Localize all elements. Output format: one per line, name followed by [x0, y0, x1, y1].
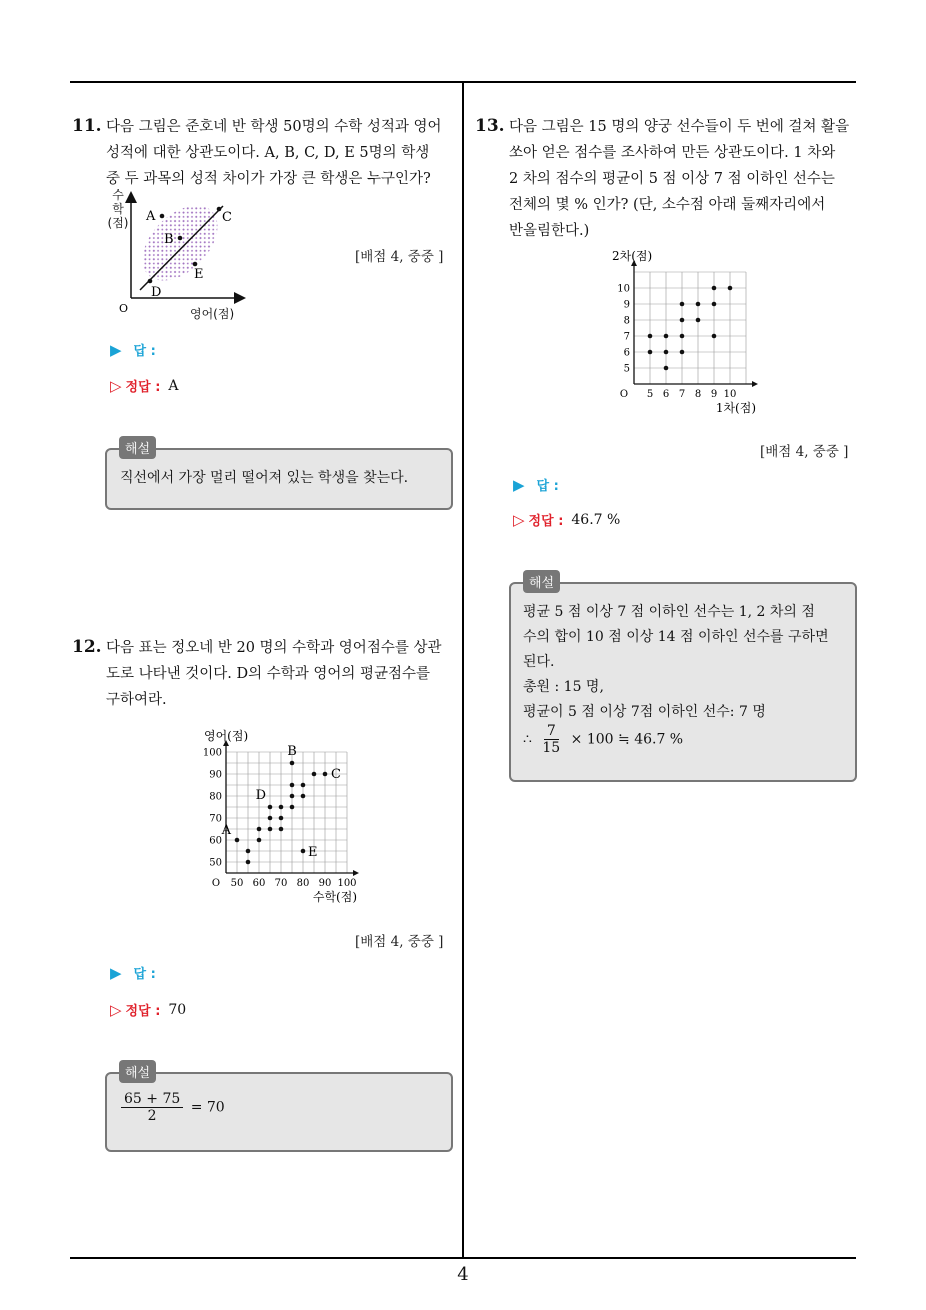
data-point [290, 761, 295, 766]
column-divider [462, 81, 464, 1258]
correct-answer-row [110, 1000, 186, 1019]
question-text: 다음 표는 정오네 반 20 명의 수학과 영어점수를 상관 도로 나타낸 것이다. D의 수학과 영어의 평균점수를 구하여라. [106, 640, 442, 708]
triangle-outline-icon: ▷ [110, 1000, 122, 1019]
y-tick-label: 90 [209, 769, 222, 781]
point-annotation: B [287, 744, 297, 759]
correct-label: 정답 : [125, 1004, 161, 1019]
origin-label: O [211, 878, 221, 889]
x-tick-label: 90 [318, 878, 332, 889]
label-a: A [146, 209, 156, 224]
data-point [290, 783, 295, 788]
data-point [257, 838, 262, 843]
q12-scatter-chart [190, 718, 380, 908]
x-tick-label: 8 [694, 389, 702, 400]
label-b: B [164, 232, 174, 247]
y-tick-label: 6 [623, 347, 630, 359]
y-tick-label: 7 [623, 331, 630, 343]
correct-value: A [168, 377, 179, 394]
data-point [323, 772, 328, 777]
data-point [664, 366, 669, 371]
question-text: 다음 그림은 준호네 반 학생 50명의 수학 성적과 영어 성적에 대한 상관도이다. A, B, C, D, E 5명의 학생 중 두 과목의 성적 차이가 가장 큰 학생은 누구인가? [106, 119, 442, 187]
answer-row [110, 340, 156, 359]
x-axis-label: 영어(점) [190, 307, 235, 321]
answer-label: 답 : [133, 967, 156, 982]
score-meta: [배점 4, 중중 ] [760, 444, 849, 460]
data-point [648, 334, 653, 339]
origin-label: O [119, 302, 129, 315]
data-point [279, 827, 284, 832]
x-tick-label: 80 [296, 878, 310, 889]
correct-label: 정답 : [528, 514, 564, 529]
y-axis-label: 2차(점) [612, 250, 653, 263]
data-point [246, 860, 251, 865]
question-text: 다음 그림은 15 명의 양궁 선수들이 두 번에 걸쳐 활을 쏘아 얻은 점수를 조사하여 만든 상관도이다. 1 차와 2 차의 점수의 평균이 5 점 이상 7 점 이하인 선수는 전체의 몇 % 인가? (단, 소수점 아래 둘째자리에서 반올림한다.) [509, 119, 850, 239]
page-number: 4 [457, 1264, 469, 1285]
bottom-rule [70, 1257, 856, 1259]
data-point [712, 302, 717, 307]
answer-label: 답 : [133, 344, 156, 359]
x-axis-arrow-icon [752, 381, 758, 387]
data-point [712, 334, 717, 339]
y-tick-label: 50 [209, 857, 222, 869]
data-point [268, 827, 273, 832]
point-b [178, 236, 183, 241]
y-tick-label: 70 [209, 813, 222, 825]
data-point [664, 334, 669, 339]
data-point [290, 805, 295, 810]
correct-value: 46.7 % [571, 511, 621, 528]
data-point [680, 334, 685, 339]
data-point [312, 772, 317, 777]
fraction: $\frac{65 + 75}{2}$ [121, 1091, 183, 1124]
x-tick-label: 70 [274, 878, 288, 889]
x-axis-arrow-icon [353, 870, 359, 876]
x-tick-label: 5 [646, 389, 654, 400]
question-number: 13. [475, 116, 505, 136]
point-e [193, 262, 198, 267]
y-tick-label: 5 [623, 363, 630, 375]
data-point [664, 350, 669, 355]
data-point [257, 827, 262, 832]
solution-formula: ∴ $\frac{7}{15}$ × 100 ≒ 46.7 % [523, 723, 684, 756]
data-point [680, 318, 685, 323]
data-point [290, 794, 295, 799]
point-a [160, 214, 165, 219]
data-point [246, 849, 251, 854]
y-tick-label: 9 [623, 299, 630, 311]
origin-label: O [619, 389, 629, 400]
point-annotation: E [308, 845, 318, 860]
label-d: D [151, 285, 162, 300]
question-number: 12. [72, 637, 102, 657]
solution-tag: 해설 [523, 570, 560, 593]
x-axis-label: 수학(점) [312, 890, 357, 904]
point-annotation: D [255, 788, 266, 803]
data-point [728, 286, 733, 291]
point-annotation: C [331, 767, 341, 782]
score-meta: [배점 4, 중중 ] [355, 934, 444, 950]
y-axis-label: 영어(점) [204, 729, 249, 743]
triangle-outline-icon: ▷ [110, 376, 122, 395]
x-tick-label: 10 [723, 389, 737, 400]
data-point [235, 838, 240, 843]
solution-tag: 해설 [119, 436, 156, 459]
data-point [680, 302, 685, 307]
x-tick-label: 100 [337, 878, 357, 889]
data-point [279, 816, 284, 821]
solution-formula: $\frac{65 + 75}{2}$ = 70 [118, 1091, 225, 1124]
answer-label: 답 : [536, 479, 559, 494]
solution-text: 직선에서 가장 멀리 떨어져 있는 학생을 찾는다. [120, 470, 409, 486]
y-tick-label: 8 [623, 315, 630, 327]
data-point [680, 350, 685, 355]
y-tick-label: 10 [617, 283, 630, 295]
triangle-filled-icon: ▶ [513, 475, 525, 494]
point-c [217, 207, 222, 212]
correct-label: 정답 : [125, 380, 161, 395]
x-tick-label: 9 [710, 389, 718, 400]
y-tick-label: 60 [209, 835, 222, 847]
data-point [696, 302, 701, 307]
data-point [268, 805, 273, 810]
label-e: E [194, 267, 204, 282]
y-axis-label: 수 학 (점) [107, 188, 129, 230]
question-number: 11. [72, 116, 102, 136]
data-point [301, 783, 306, 788]
correct-value: 70 [168, 1001, 187, 1018]
y-tick-label: 80 [209, 791, 222, 803]
x-axis-label: 1차(점) [715, 401, 756, 415]
y-tick-label: 100 [202, 747, 222, 759]
data-point [301, 794, 306, 799]
triangle-outline-icon: ▷ [513, 510, 525, 529]
data-point [268, 816, 273, 821]
data-point [712, 286, 717, 291]
q13-scatter-chart [608, 250, 768, 420]
score-meta: [배점 4, 중중 ] [355, 249, 444, 265]
triangle-filled-icon: ▶ [110, 963, 122, 982]
data-cloud [128, 191, 231, 294]
correct-answer-row [513, 510, 620, 529]
data-point [696, 318, 701, 323]
solution-text: 평균 5 점 이상 7 점 이하인 선수는 1, 2 차의 점 수의 합이 10 점 이상 14 점 이하인 선수를 구하면 된다. 총원 : 15 명, 평균이 5 점 이상 7점 이하인 선수: 7 명 ∴ $\frac{7}{15}$ × 100 ≒ 46.7 % [523, 600, 853, 756]
answer-row [513, 475, 559, 494]
point-annotation: A [221, 823, 231, 838]
x-tick-label: 7 [678, 389, 686, 400]
triangle-filled-icon: ▶ [110, 340, 122, 359]
data-point [301, 849, 306, 854]
data-point [279, 805, 284, 810]
x-tick-label: 50 [230, 878, 244, 889]
label-c: C [222, 210, 232, 225]
x-tick-label: 60 [252, 878, 266, 889]
point-d [148, 279, 153, 284]
data-point [648, 350, 653, 355]
x-tick-label: 6 [662, 389, 670, 400]
fraction: $\frac{7}{15}$ [542, 723, 561, 756]
answer-row [110, 963, 156, 982]
correct-answer-row [110, 376, 179, 395]
solution-tag: 해설 [119, 1060, 156, 1083]
